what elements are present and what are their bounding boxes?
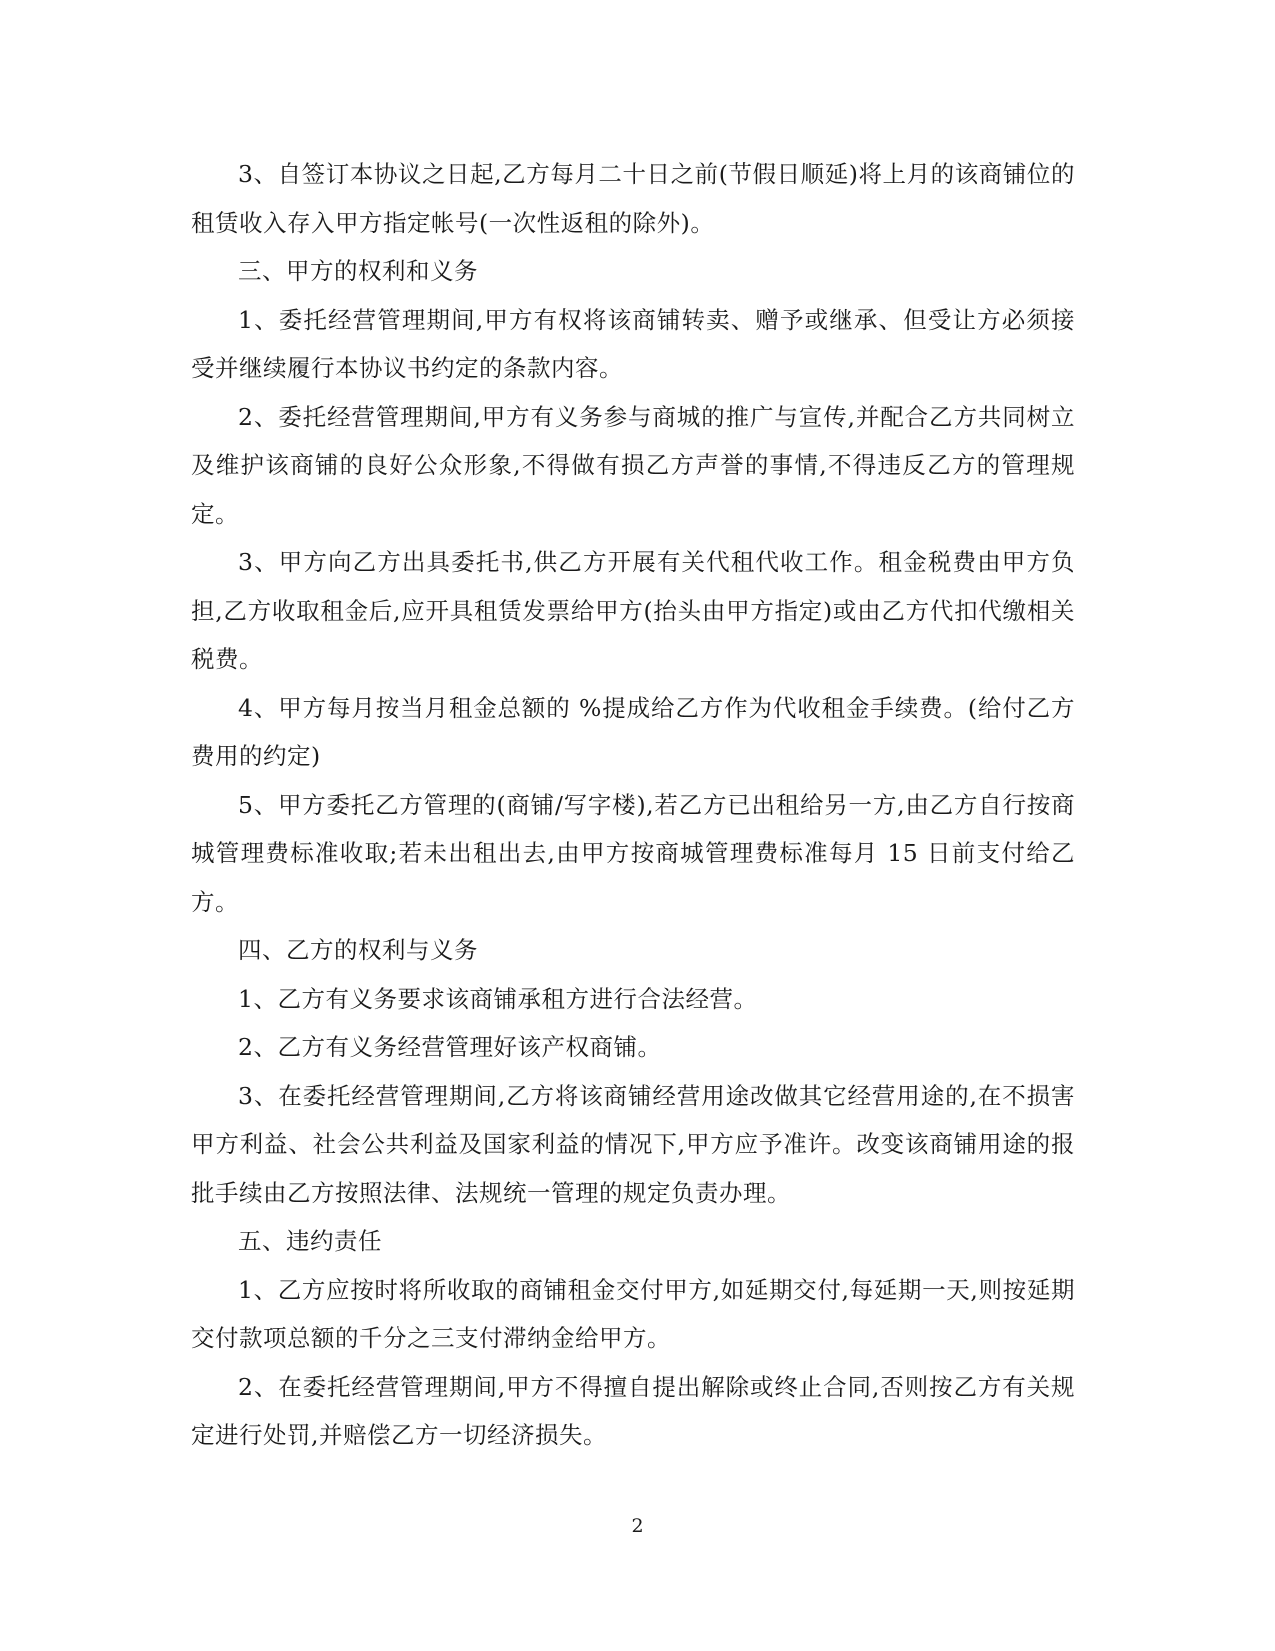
clause-paragraph: 4、甲方每月按当月租金总额的 %提成给乙方作为代收租金手续费。(给付乙方费用的约定) (191, 693, 1075, 770)
clause-paragraph: 1、委托经营管理期间,甲方有权将该商铺转卖、赠予或继承、但受让方必须接受并继续履行本协议书约定的条款内容。 (191, 305, 1075, 382)
clause-paragraph: 2、在委托经营管理期间,甲方不得擅自提出解除或终止合同,否则按乙方有关规定进行处罚,并赔偿乙方一切经济损失。 (191, 1372, 1075, 1449)
clause-paragraph: 2、乙方有义务经营管理好该产权商铺。 (238, 1033, 662, 1061)
section-heading: 四、乙方的权利与义务 (238, 936, 478, 964)
clause-paragraph: 3、甲方向乙方出具委托书,供乙方开展有关代租代收工作。租金税费由甲方负担,乙方收取租金后,应开具租赁发票给甲方(抬头由甲方指定)或由乙方代扣代缴相关税费。 (191, 548, 1075, 673)
section-heading: 五、违约责任 (238, 1227, 382, 1255)
clause-paragraph: 1、乙方有义务要求该商铺承租方进行合法经营。 (238, 984, 758, 1013)
page-number: 2 (631, 1515, 644, 1537)
section-heading: 三、甲方的权利和义务 (238, 257, 478, 285)
clause-paragraph: 3、在委托经营管理期间,乙方将该商铺经营用途改做其它经营用途的,在不损害甲方利益、社会公共利益及国家利益的情况下,甲方应予准许。改变该商铺用途的报批手续由乙方按照法律、法规统一管理的规定负责办理。 (191, 1081, 1075, 1207)
clause-paragraph: 3、自签订本协议之日起,乙方每月二十日之前(节假日顺延)将上月的该商铺位的租赁收入存入甲方指定帐号(一次性返租的除外)。 (191, 160, 1075, 237)
clause-paragraph: 5、甲方委托乙方管理的(商铺/写字楼),若乙方已出租给另一方,由乙方自行按商城管理费标准收取;若未出租出去,由甲方按商城管理费标准每月 15 日前支付给乙方。 (191, 790, 1075, 916)
document-body (191, 150, 1075, 1460)
clause-paragraph: 1、乙方应按时将所收取的商铺租金交付甲方,如延期交付,每延期一天,则按延期交付款项总额的千分之三支付滞纳金给甲方。 (191, 1275, 1075, 1352)
clause-paragraph: 2、委托经营管理期间,甲方有义务参与商城的推广与宣传,并配合乙方共同树立及维护该商铺的良好公众形象,不得做有损乙方声誉的事情,不得违反乙方的管理规定。 (191, 402, 1075, 528)
